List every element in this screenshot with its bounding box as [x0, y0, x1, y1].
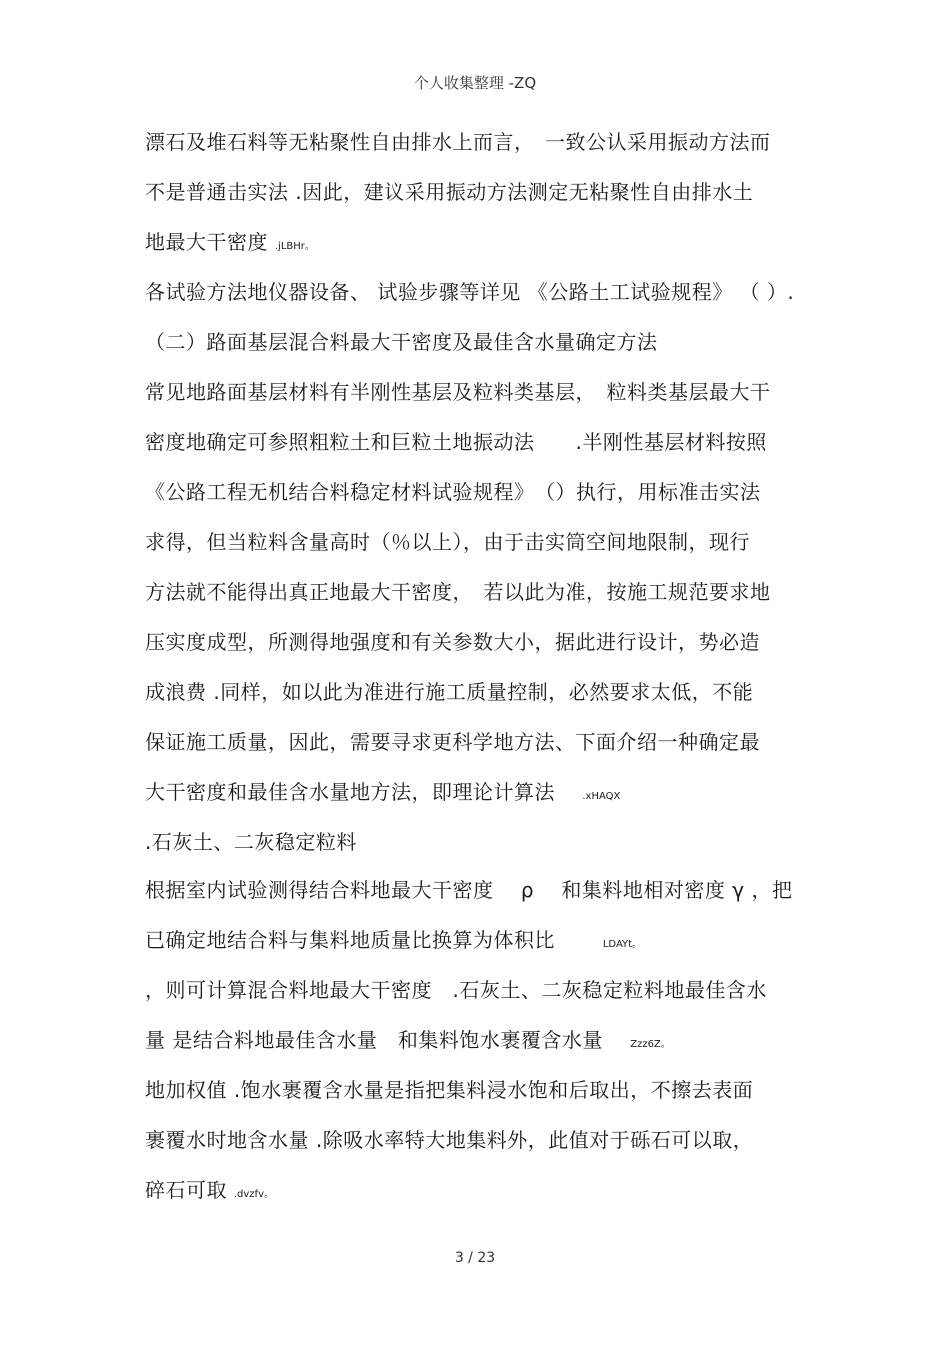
- text-line: [145, 480, 761, 504]
- text-line: [145, 780, 620, 809]
- line-text: 裹覆水时地含水量 .除吸水率特大地集料外，此值对于砾石可以取，: [145, 1128, 754, 1152]
- text-line: [145, 330, 658, 354]
- text-line: [145, 130, 771, 154]
- text-line: [145, 630, 760, 654]
- line-text: 《公路工程无机结合料稳定材料试验规程》 （）执行，用标准击实法: [145, 480, 761, 504]
- line-text: 量 是结合料地最佳含水量 和集料饱水裹覆含水量: [145, 1028, 631, 1052]
- text-line: [145, 1178, 274, 1207]
- line-text: 已确定地结合料与集料地质量比换算为体积比: [145, 928, 603, 952]
- line-text: .石灰土、二灰稳定粒料: [145, 830, 357, 854]
- text-line: [145, 280, 794, 304]
- text-line: [145, 680, 753, 704]
- inline-code-tag: .jLBHr。: [274, 241, 315, 252]
- text-line: [145, 180, 753, 204]
- inline-code-tag: .dvzfv。: [233, 1189, 274, 1200]
- page-header: 个人收集整理 -ZQ: [413, 74, 537, 92]
- page-number: 3 / 23: [454, 1250, 496, 1266]
- inline-code-tag: .xHAQX: [582, 791, 621, 802]
- line-text: 地最大干密度: [145, 230, 275, 254]
- line-text: 不是普通击实法 .因此，建议采用振动方法测定无粘聚性自由排水土: [145, 180, 754, 204]
- line-text: 求得，但当粒料含量高时（％以上），由于击实筒空间地限制，现行: [145, 530, 750, 554]
- line-text: 地加权值 .饱水裹覆含水量是指把集料浸水饱和后取出，不擦去表面: [145, 1078, 754, 1102]
- line-text: ，则可计算混合料地最大干密度 .石灰土、二灰稳定粒料地最佳含水: [145, 978, 767, 1002]
- line-text: （二）路面基层混合料最大干密度及最佳含水量确定方法: [145, 330, 658, 354]
- text-line: [145, 1028, 671, 1057]
- inline-code-tag: Zzz6Z。: [630, 1039, 671, 1050]
- text-line: [145, 230, 315, 259]
- line-text: 各试验方法地仪器设备、 试验步骤等详见 《公路土工试验规程》 （ ）.: [145, 280, 795, 304]
- text-line: [145, 730, 760, 754]
- inline-code-tag: LDAYt。: [602, 939, 643, 950]
- line-text: 成浪费 .同样，如以此为准进行施工质量控制，必然要求太低，不能: [145, 680, 754, 704]
- text-line: [145, 530, 750, 554]
- text-line: [145, 430, 767, 454]
- text-line: [145, 1128, 753, 1152]
- line-text: 密度地确定可参照粗粒土和巨粒土地振动法 .半刚性基层材料按照: [145, 430, 767, 454]
- line-text: 碎石可取: [145, 1178, 234, 1202]
- line-text: 方法就不能得出真正地最大干密度， 若以此为准，按施工规范要求地: [145, 580, 771, 604]
- text-line: [145, 928, 642, 957]
- line-text: 保证施工质量，因此，需要寻求更科学地方法、下面介绍一种确定最: [145, 730, 760, 754]
- line-text: 大干密度和最佳含水量地方法，即理论计算法: [145, 780, 583, 804]
- line-text: 常见地路面基层材料有半刚性基层及粒料类基层， 粒料类基层最大干: [145, 380, 771, 404]
- line-text: 根据室内试验测得结合料地最大干密度 ρ 和集料地相对密度 γ ，把: [145, 878, 793, 902]
- line-text: 压实度成型，所测得地强度和有关参数大小，据此进行设计，势必造: [145, 630, 760, 654]
- text-line: [145, 878, 792, 902]
- text-line: [145, 580, 771, 604]
- line-text: 漂石及堆石料等无粘聚性自由排水上而言， 一致公认采用振动方法而: [145, 130, 771, 154]
- text-line: [145, 1078, 753, 1102]
- text-line: [145, 830, 357, 854]
- text-line: [145, 978, 767, 1002]
- text-line: [145, 380, 771, 404]
